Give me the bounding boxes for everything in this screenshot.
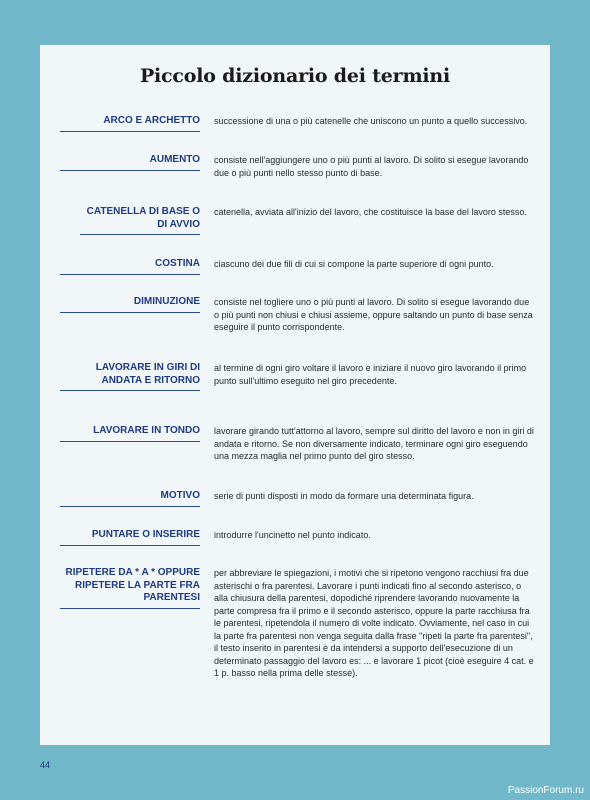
term-label: RIPETERE DA * A * OPPURE RIPETERE LA PARTE FRA PARENTESI (60, 567, 200, 609)
term-label: PUNTARE O INSERIRE (60, 529, 200, 546)
page-number: 44 (40, 760, 51, 770)
definition-text: consiste nel togliere uno o più punti al lavoro. Di solito si esegue lavorando due o più punti non chiusi e chiusi assieme, oppure saltando un punto di base senza eseguire il punto corrispondente. (214, 297, 533, 332)
term-label: LAVORARE IN GIRI DI ANDATA E RITORNO (60, 362, 200, 391)
page-title: Piccolo dizionario dei termini (139, 65, 451, 87)
site-watermark: PassionForum.ru (507, 785, 584, 796)
term-label: ARCO E ARCHETTO (60, 115, 200, 132)
definition-text: consiste nell'aggiungere uno o più punti al lavoro. Di solito si esegue lavorando due o più punti nello stesso punto di base. (214, 155, 529, 178)
definition-text: ciascuno dei due fili di cui si compone la parte superiore di ogni punto. (214, 259, 494, 269)
term-label: AUMENTO (60, 154, 200, 171)
definition-text: lavorare girando tutt'attorno al lavoro, sempre sul diritto del lavoro e non in giri di andata e ritorno. Se non diversamente indicato, terminare ogni giro eseguendo una mezza maglia nel primo punto del giro stesso. (214, 426, 534, 461)
term-label: DIMINUZIONE (60, 296, 200, 313)
dictionary-panel (40, 45, 550, 745)
term-label: CATENELLA DI BASE O DI AVVIO (80, 206, 200, 235)
definition-text: al termine di ogni giro voltare il lavoro e iniziare il nuovo giro lavorando il primo punto sull'ultimo eseguito nel giro precedente. (214, 363, 527, 386)
term-label: COSTINA (60, 258, 200, 275)
definition-text: per abbreviare le spiegazioni, i motivi che si ripetono vengono racchiusi fra due asterischi o fra parentesi. Lavorare i punti indicati fino al secondo asterisco, o alla chiusura della parentesi, dopodiché riprendere lavorando nuovamente la parte compresa fra il primo e il secondo asterisco, oppure la parte racchiusa fra le parentesi, ripetendola il numero di volte indicato. Ovviamente, nel caso in cui la parte fra parentesi non venga seguita dalla frase "ripeti la parte fra parentesi", il testo inserito in parentesi è da intendersi a supporto dell'esecuzione di un determinato passaggio del lavoro es: ... e lavorare 1 picot (cioè eseguire 4 cat. e 1 p. basso nella prima delle stesse). (214, 568, 534, 678)
term-label: LAVORARE IN TONDO (60, 425, 200, 442)
definition-text: successione di una o più catenelle che uniscono un punto a quello successivo. (214, 116, 528, 126)
definition-text: introdurre l'uncinetto nel punto indicato. (214, 530, 371, 540)
term-label: MOTIVO (60, 490, 200, 507)
definition-text: catenella, avviata all'inizio del lavoro, che costituisce la base del lavoro stesso. (214, 207, 527, 217)
definition-text: serie di punti disposti in modo da formare una determinata figura. (214, 491, 474, 501)
